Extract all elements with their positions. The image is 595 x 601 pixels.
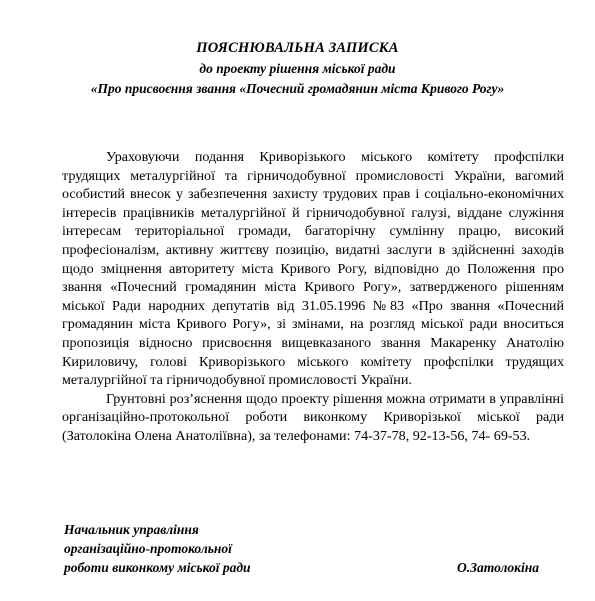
signatory-position-line-1: Начальник управління — [64, 522, 199, 537]
signatory-position-line-3: роботи виконкому міської ради — [64, 560, 251, 575]
signatory-name: О.Затолокіна — [457, 560, 539, 575]
document-title: ПОЯСНЮВАЛЬНА ЗАПИСКА — [196, 40, 399, 56]
body-paragraph-1: Ураховуючи подання Криворізького міського комітету профспілки трудящих металургійної та гірничодобувної промисловості України, вагомий особистий внесок у забезпечення захисту трудових прав і соціально-економічних інтересів працівників металургійної й гірничодобувної галузі, віддане служіння інтересам територіальної громади, багаторічну сумлінну працю, високий професіоналізм, активну життєву позицію, видатні заслуги в здійсненні заходів щодо зміцнення авторитету міста Кривого Рогу, відповідно до Положення про звання «Почесний громадянин міста Кривого Рогу», затвердженого рішенням міської Ради народних депутатів від 31.05.1996 №83 «Про звання «Почесний громадянин міста Кривого Рогу», зі змінами, на розгляд міської ради вноситься пропозиція відносно присвоєння вищевказаного звання Макаренку Анатолію Кириловичу, голові Криворізького міського комітету профспілки трудящих металургійної та гірничодобувної промисловості України. — [62, 149, 564, 389]
document-decision-title: «Про присвоєння звання «Почесний громадянин міста Кривого Рогу» — [90, 81, 505, 96]
document-body — [62, 148, 564, 446]
signatory-position-line-2: організаційно-протокольної — [64, 541, 232, 556]
body-paragraph-2: Грунтовні роз’яснення щодо проекту рішення можна отримати в управлінні організаційно-протокольної роботи виконкому Криворізької міської ради (Затолокіна Олена Анатоліївна), за телефонами: 74-37-78, 92-13-56, 74- 69-53. — [62, 390, 564, 444]
signature-block — [64, 520, 539, 577]
document-subtitle: до проекту рішення міської ради — [199, 61, 396, 76]
